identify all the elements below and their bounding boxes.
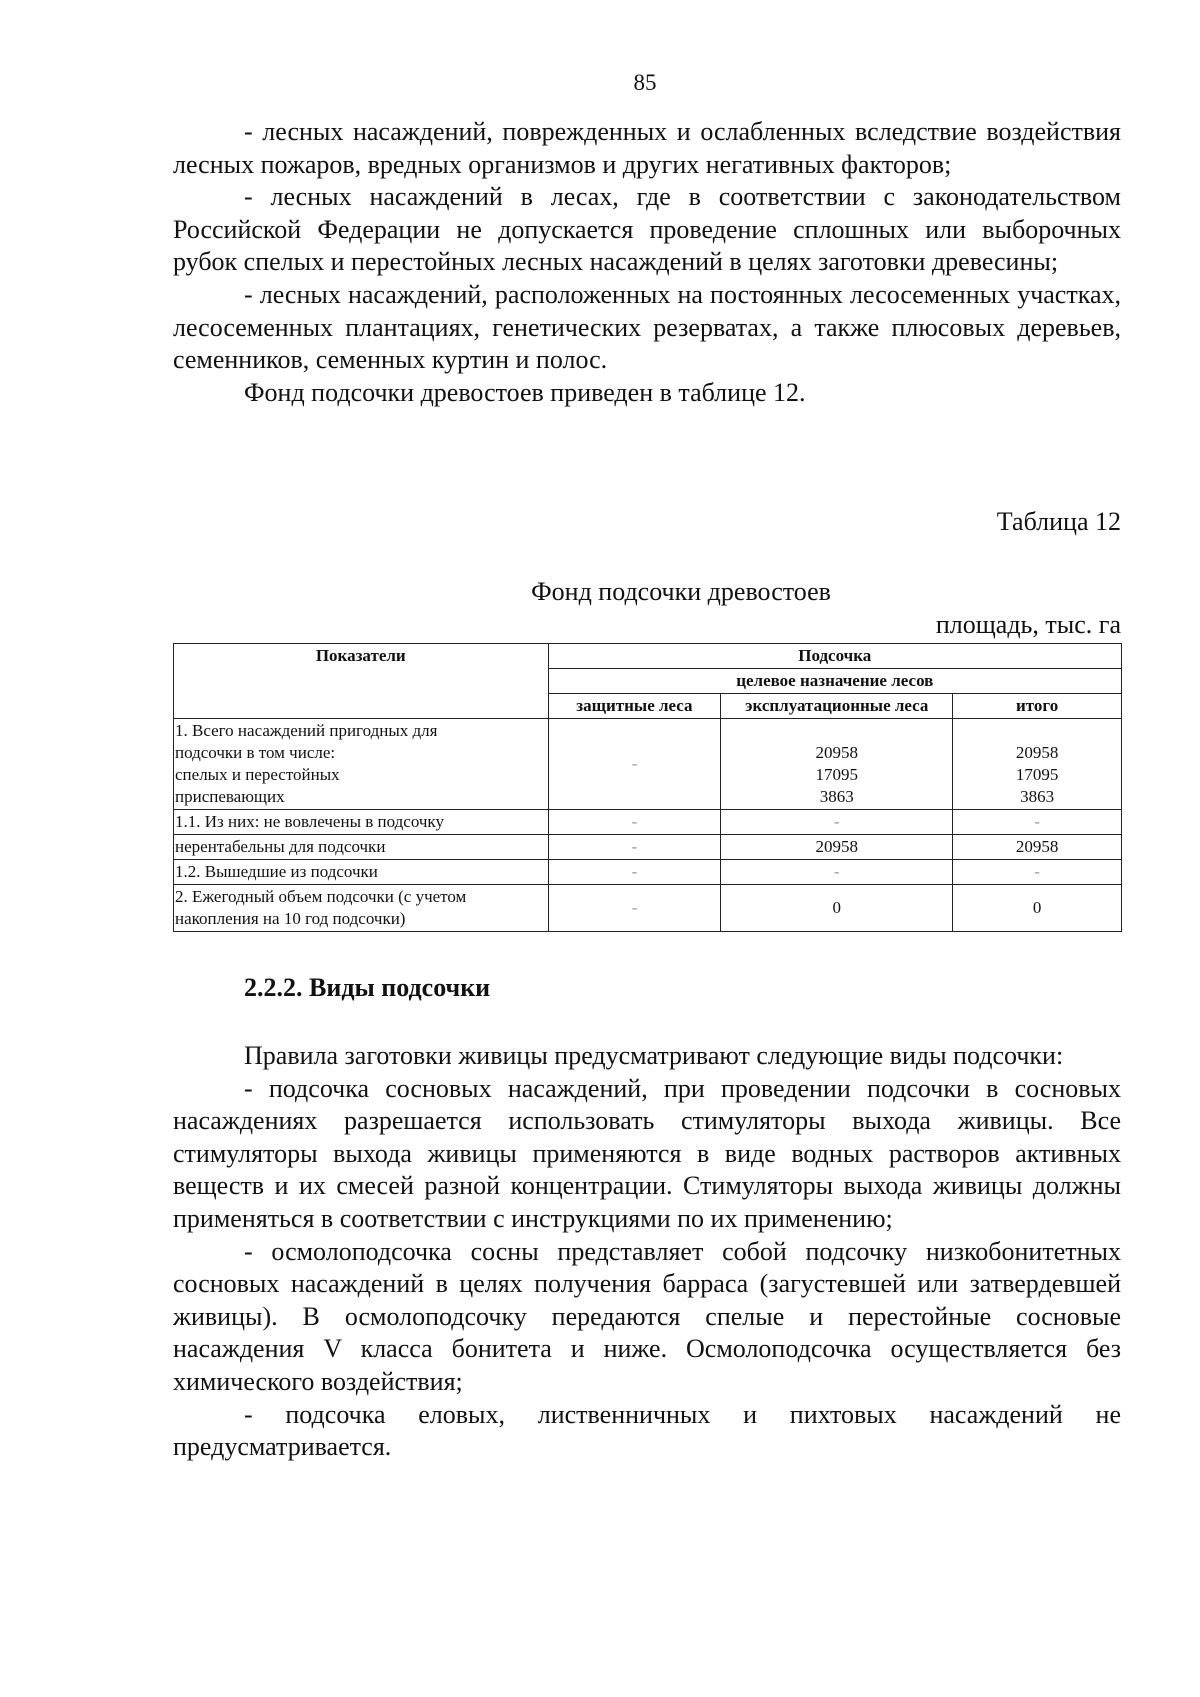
cell-value: 17095 <box>815 765 859 784</box>
row-label-line: спелых и перестойных <box>175 765 340 784</box>
header-indicators: Показатели <box>174 644 549 719</box>
paragraph: Фонд подсочки древостоев приведен в таблице 12. <box>244 377 806 407</box>
row-label: нерентабельны для подсочки <box>174 835 549 860</box>
row-label-line: подсочки в том числе: <box>175 743 336 762</box>
cell-exploitation: 0 <box>721 885 953 932</box>
cell-protective: - <box>548 835 721 860</box>
cell-value <box>723 720 950 742</box>
paragraph: - подсочка еловых, лиственничных и пихтовых насаждений не предусматривается. <box>173 1399 1121 1462</box>
cell-value: 20958 <box>1015 743 1059 762</box>
cell-value: 3863 <box>1020 787 1055 806</box>
cell-exploitation <box>721 719 953 810</box>
table-label: Таблица 12 <box>996 507 1121 536</box>
table-row <box>174 860 1122 885</box>
table-row <box>174 835 1122 860</box>
cell-value: 3863 <box>819 787 854 806</box>
table-unit: площадь, тыс. га <box>935 610 1121 639</box>
paragraph: - лесных насаждений в лесах, где в соответствии с законодательством Российской Федерации не допускается проведение сплошных или выборочных рубок спелых и перестойных лесных насаждений в целях заготовки древесины; <box>173 182 1121 277</box>
paragraph: - лесных насаждений, поврежденных и ослабленных вследствие воздействия лесных пожаров, вредных организмов и других негативных факторов; <box>173 117 1121 179</box>
cell-value: 17095 <box>1015 765 1059 784</box>
paragraph: Правила заготовки живицы предусматривают следующие виды подсочки: <box>244 1041 1064 1070</box>
header-total: итого <box>953 694 1122 719</box>
cell-exploitation: 20958 <box>721 835 953 860</box>
cell-protective: - <box>548 860 721 885</box>
cell-total: 20958 <box>953 835 1122 860</box>
table-row <box>174 885 1122 932</box>
row-label <box>174 719 549 810</box>
bottom-text-block <box>173 1040 1121 1464</box>
cell-value <box>955 720 1119 742</box>
row-label-line: 1. Всего насаждений пригодных для <box>175 721 438 740</box>
cell-exploitation: - <box>721 810 953 835</box>
cell-total: - <box>953 810 1122 835</box>
cell-exploitation: - <box>721 860 953 885</box>
tapping-fund-table <box>173 643 1122 932</box>
table-row <box>174 810 1122 835</box>
cell-protective: - <box>548 719 721 810</box>
row-label <box>174 885 549 932</box>
cell-protective: - <box>548 885 721 932</box>
row-label: 1.1. Из них: не вовлечены в подсочку <box>174 810 549 835</box>
paragraph: - подсочка сосновых насаждений, при проведении подсочки в сосновых насаждениях разрешается использовать стимуляторы выхода живицы. Все стимуляторы выхода живицы применяются в виде водных растворов активных веществ и их смесей разной концентрации. Стимуляторы выхода живицы должны применяться в соответствии с инструкциями по их применению; <box>173 1073 1121 1233</box>
section-heading: 2.2.2. Виды подсочки <box>244 973 491 1002</box>
header-tapping: Подсочка <box>548 644 1121 669</box>
table-row <box>174 719 1122 810</box>
page-number: 85 <box>633 70 657 95</box>
header-exploitation: эксплуатационные леса <box>721 694 953 719</box>
paragraph: - лесных насаждений, расположенных на постоянных лесосеменных участках, лесосеменных плантациях, генетических резерватах, а также плюсовых деревьев, семенников, семенных куртин и полос. <box>173 279 1121 375</box>
row-label-line: накопления на 10 год подсочки) <box>175 909 406 928</box>
paragraph: - осмолоподсочка сосны представляет собой подсочку низкобонитетных сосновых насаждений в целях получения барраса (загустевшей или затвердевшей живицы). В осмолоподсочку передаются спелые и перестойные сосновые насаждения V класса бонитета и ниже. Осмолоподсочка осуществляется без химического воздействия; <box>173 1236 1121 1396</box>
table-title: Фонд подсочки древостоев <box>531 577 831 606</box>
cell-total <box>953 719 1122 810</box>
top-text-block <box>173 116 1121 409</box>
row-label-line: приспевающих <box>175 787 285 806</box>
cell-protective: - <box>548 810 721 835</box>
row-label-line: 2. Ежегодный объем подсочки (с учетом <box>175 887 467 906</box>
row-label: 1.2. Вышедшие из подсочки <box>174 860 549 885</box>
header-purpose: целевое назначение лесов <box>548 669 1121 694</box>
cell-total: - <box>953 860 1122 885</box>
header-protective: защитные леса <box>548 694 721 719</box>
cell-value: 20958 <box>815 743 859 762</box>
cell-total: 0 <box>953 885 1122 932</box>
